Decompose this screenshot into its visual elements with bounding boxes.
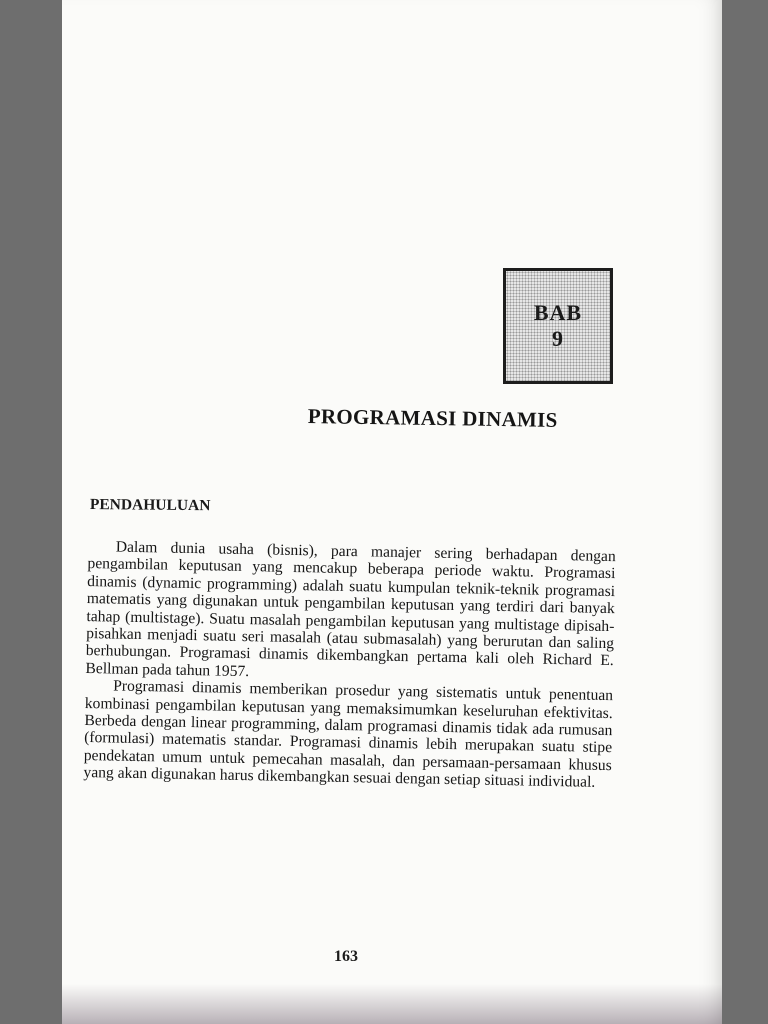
page-bottom-shadow	[62, 984, 722, 1024]
chapter-title: PROGRAMASI DINAMIS	[307, 404, 558, 432]
chapter-box	[503, 268, 613, 384]
page-number: 163	[334, 948, 358, 965]
paragraph-1: Dalam dunia usaha (bisnis), para manajer sering berhadapan dengan pengambilan keputusan yang mencakup beberapa periode waktu. Programasi dinamis (dynamic programming) adalah suatu kumpulan teknik-teknik programasi matematis yang digunakan untuk pengambilan keputusan yang terdiri dari banyak tahap (multistage). Suatu masalah pengambilan keputusan yang multistage dipisah-pisahkan menjadi suatu seri masalah (atau submasalah) yang berurutan dan saling berhubungan. Programasi dinamis dikembangkan pertama kali oleh Richard E. Bellman pada tahun 1957.	[85, 538, 616, 680]
paragraph-2: Programasi dinamis memberikan prosedur yang sistematis untuk penentuan kombinasi pengambilan keputusan yang memaksimumkan keseluruhan efektivitas. Berbeda dengan linear programming, dalam programasi dinamis tidak ada rumusan (formulasi) matematis standar. Programasi dinamis lebih merupakan suatu stipe pendekatan umum untuk pemecahan masalah, dan persamaan-persamaan khusus yang akan digunakan harus dikembangkan sesuai dengan setiap situasi individual.	[83, 677, 614, 792]
body-text	[83, 538, 616, 792]
chapter-label: BAB	[533, 300, 583, 325]
section-heading: PENDAHULUAN	[89, 496, 211, 515]
chapter-number: 9	[552, 326, 564, 351]
